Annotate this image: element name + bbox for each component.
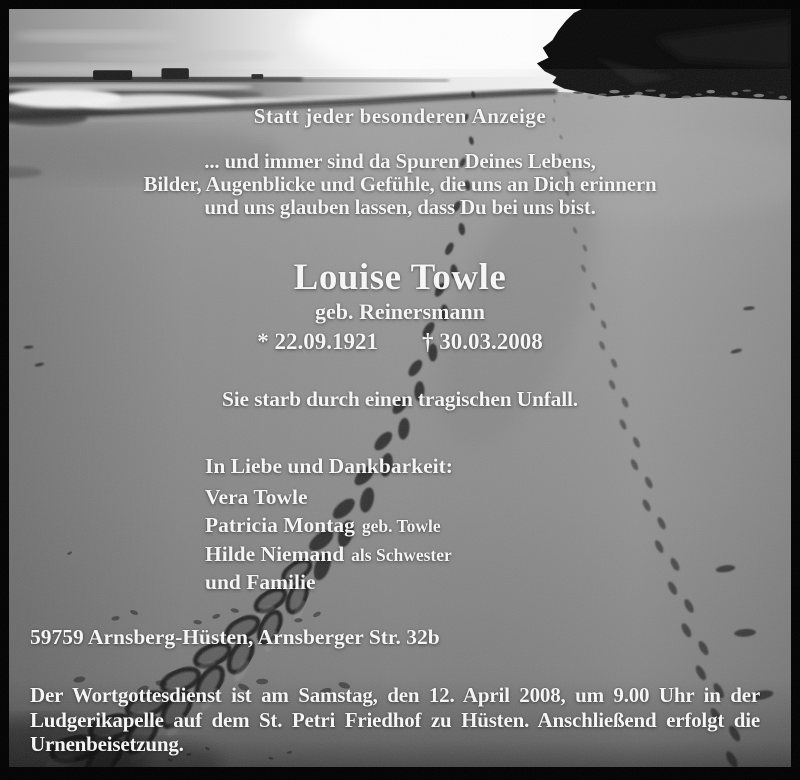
mourners-block xyxy=(205,453,453,598)
mourner-name: Vera Towle xyxy=(205,484,308,509)
mourner-name: Hilde Niemand xyxy=(205,541,345,566)
cause-of-death: Sie starb durch einen tragischen Unfall. xyxy=(222,387,578,411)
deceased-maiden-name: geb. Reinersmann xyxy=(315,299,485,324)
life-dates xyxy=(0,329,800,355)
birth-date: * 22.09.1921 xyxy=(257,329,378,354)
service-announcement: Der Wortgottesdienst ist am Samstag, den 12. April 2008, um 9.00 Uhr in der Ludgerikapelle auf dem St. Petri Friedhof zu Hüsten. Anschließend erfolgt die Urnenbeisetzung. xyxy=(30,683,760,757)
address-line: 59759 Arnsberg-Hüsten, Arnsberger Str. 32b xyxy=(30,625,440,649)
memorial-poem xyxy=(0,150,800,219)
mourner-note: geb. Towle xyxy=(361,516,441,536)
mourner-row xyxy=(205,484,453,513)
poem-line: und uns glauben lassen, dass Du bei uns bist. xyxy=(204,195,596,219)
mourner-note: als Schwester xyxy=(351,544,452,565)
poem-line: ... und immer sind da Spuren Deines Lebens, xyxy=(204,149,596,173)
mourner-name: Patricia Montag xyxy=(205,513,355,537)
notice-header: Statt jeder besonderen Anzeige xyxy=(253,104,547,128)
mourner-row xyxy=(205,541,453,570)
poem-line: Bilder, Augenblicke und Gefühle, die uns an Dich erinnern xyxy=(143,172,657,196)
mourner-row xyxy=(205,569,453,598)
mourner-name: und Familie xyxy=(205,570,316,594)
mourner-row xyxy=(205,512,453,541)
mourners-intro: In Liebe und Dankbarkeit: xyxy=(205,454,453,478)
death-date: † 30.03.2008 xyxy=(422,329,543,354)
deceased-name: Louise Towle xyxy=(293,257,507,298)
